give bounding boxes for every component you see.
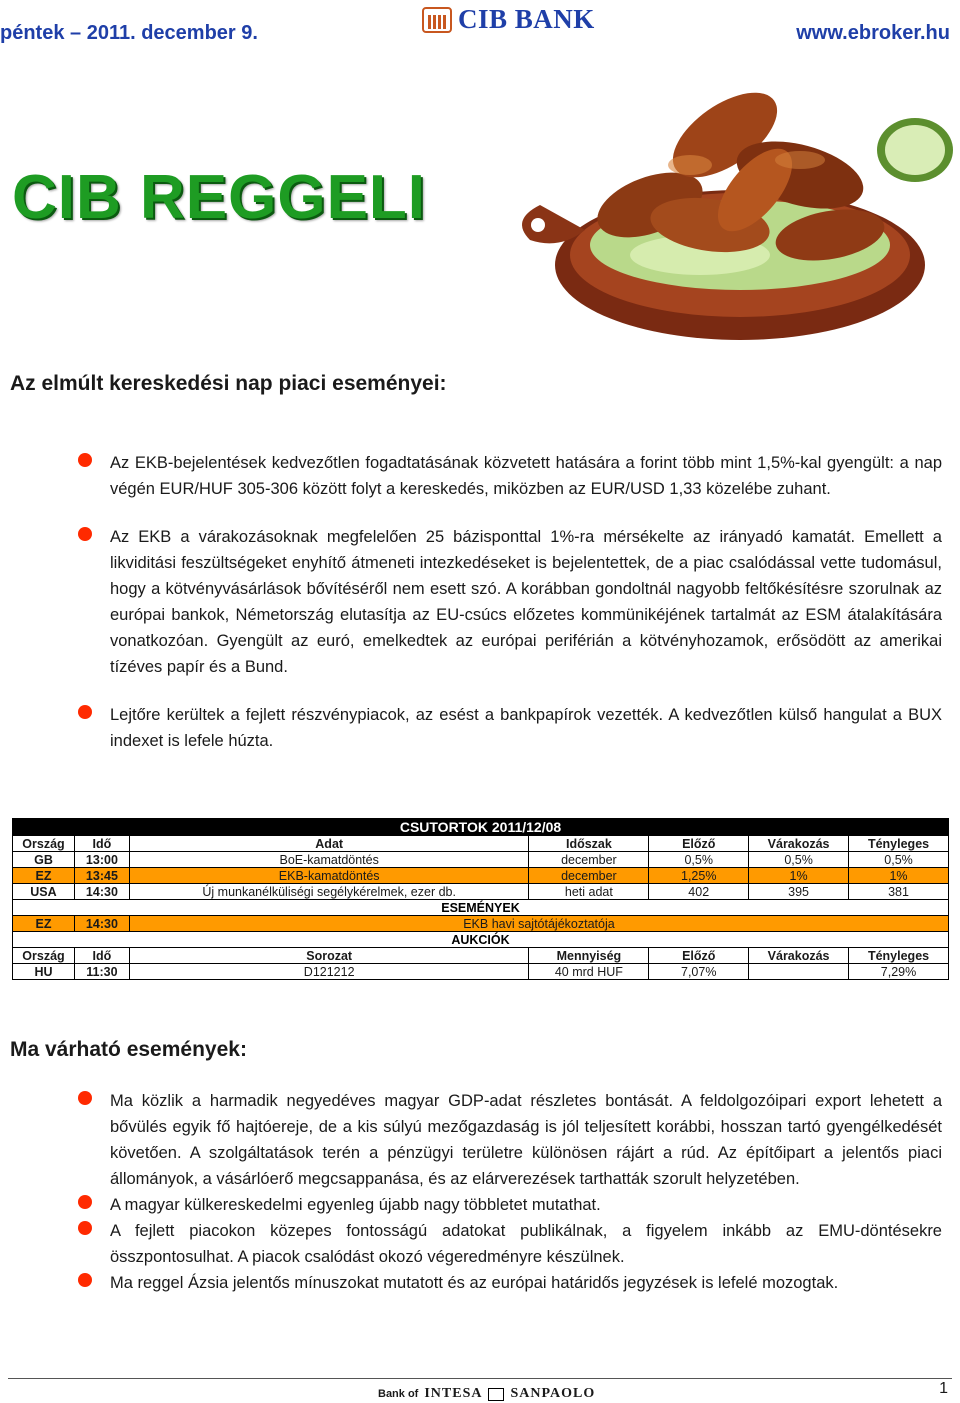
- list-item: Ma közlik a harmadik negyedéves magyar GDP-adat részletes bontását. A feldolgozóipari export lehetett a bővülés egyik fő hajtóereje, de a kis súlyú mezőgazdaság is jól teljesített korábbi, hosszan tartó gyengélkedését követően. A szolgáltatások terén a pénzügyi területre különösen rájárt a rúd. Az építőipart a jelentős piaci állományok, a vásárlóerő megcsappanása, és az elárverezések tarthatták szorult helyzetében.: [78, 1088, 942, 1192]
- col-header: Várakozás: [749, 836, 849, 852]
- logo-text: CIB BANK: [458, 4, 595, 34]
- today-events-list: [78, 1088, 942, 1296]
- bullet-icon: [78, 1221, 92, 1235]
- page-number: 1: [939, 1380, 948, 1397]
- footer-divider: [8, 1378, 952, 1379]
- intesa-sanpaolo-logo: [378, 1386, 595, 1402]
- header-date: péntek – 2011. december 9.: [0, 22, 258, 44]
- event-row: EZ 14:30 EKB havi sajtótájékoztatója: [13, 916, 949, 932]
- col-header: Idő: [74, 836, 129, 852]
- col-header: Ország: [13, 836, 75, 852]
- section-heading-past: Az elmúlt kereskedési nap piaci eseményei:: [10, 372, 447, 395]
- list-item: Az EKB a várakozásoknak megfelelően 25 bázisponttal 1%-ra mérsékelte az irányadó kamatát. Emellett a likviditási feszültségeket enyhítő átmeneti intezkedéseket is bejelentettek, de a piac csalódással vette tudomásul, hogy a kötvényvásárlások bővítéséről nem esett szó. A korábban gondoltnál nagyobb feltőkésítésre szorulnak az európai bankok, Németország elutasítja az EU-csúcs előzetes kommünikéjének tartalmát az ESM átalakítására vonatkozóan. Gyengült az euró, emelkedtek az európai periférián a kötvényhozamok, erősödött az amerikai tízéves papír és a Bund.: [78, 524, 942, 680]
- auction-row: HU 11:30 D121212 40 mrd HUF 7,07% 7,29%: [13, 964, 949, 980]
- bullet-icon: [78, 1273, 92, 1287]
- table-banner: CSUTORTOK 2011/12/08: [13, 819, 949, 836]
- events-label: ESEMÉNYEK: [13, 900, 949, 916]
- col-header: Adat: [129, 836, 529, 852]
- header-url[interactable]: www.ebroker.hu: [796, 22, 950, 44]
- bullet-icon: [78, 1091, 92, 1105]
- list-item: Az EKB-bejelentések kedvezőtlen fogadtatásának közvetett hatására a forint több mint 1,5%-kal gyengült: a nap végén EUR/HUF 305-306 között folyt a kereskedés, miközben az EUR/USD 1,33 közelébe zuhant.: [78, 450, 942, 502]
- col-header: Előző: [649, 948, 749, 964]
- page-title: CIB REGGELI: [12, 163, 427, 232]
- cib-logo-icon: [422, 7, 452, 33]
- sanpaolo-icon: [488, 1388, 504, 1401]
- calendar-table: [12, 818, 949, 980]
- auctions-label: AUKCIÓK: [13, 932, 949, 948]
- footer-sanpaolo: SANPAOLO: [510, 1386, 596, 1401]
- table-header-row: [13, 836, 949, 852]
- list-item: A fejlett piacokon közepes fontosságú adatokat publikálnak, a figyelem inkább az EMU-döntésekre összpontosulhat. A piacok csalódást okozó végeredményre készülnek.: [78, 1218, 942, 1270]
- table-row: USA 14:30 Új munkanélküliségi segélykérelmek, ezer db. heti adat 402 395 381: [13, 884, 949, 900]
- col-header: Várakozás: [749, 948, 849, 964]
- list-item: Ma reggel Ázsia jelentős mínuszokat mutatott és az európai határidős jegyzések is lefelé mozogtak.: [78, 1270, 942, 1296]
- col-header: Előző: [649, 836, 749, 852]
- past-events-list: [78, 450, 942, 754]
- auctions-label-row: [13, 932, 949, 948]
- bullet-icon: [78, 527, 92, 541]
- col-header: Idő: [74, 948, 129, 964]
- bullet-icon: [78, 705, 92, 719]
- col-header: Ország: [13, 948, 75, 964]
- bullet-icon: [78, 1195, 92, 1209]
- table-row-highlighted: EZ 13:45 EKB-kamatdöntés december 1,25% 1% 1%: [13, 868, 949, 884]
- footer-intesa: INTESA: [424, 1386, 483, 1401]
- section-heading-today: Ma várható események:: [10, 1038, 247, 1061]
- table-banner-row: [13, 819, 949, 836]
- footer-bank-of: Bank of: [378, 1388, 419, 1400]
- col-header: Időszak: [529, 836, 649, 852]
- list-item: A magyar külkereskedelmi egyenleg újabb nagy többletet mutathat.: [78, 1192, 942, 1218]
- auction-header-row: [13, 948, 949, 964]
- col-header: Sorozat: [129, 948, 529, 964]
- col-header: Tényleges: [849, 948, 949, 964]
- col-header: Mennyiség: [529, 948, 649, 964]
- bullet-icon: [78, 453, 92, 467]
- table-row: GB 13:00 BoE-kamatdöntés december 0,5% 0,5% 0,5%: [13, 852, 949, 868]
- cib-bank-logo: [422, 4, 595, 35]
- col-header: Tényleges: [849, 836, 949, 852]
- chicken-wings-image: [500, 55, 960, 355]
- events-label-row: [13, 900, 949, 916]
- list-item: Lejtőre kerültek a fejlett részvénypiacok, az esést a bankpapírok vezették. A kedvezőtlen külső hangulat a BUX indexet is lefele húzta.: [78, 702, 942, 754]
